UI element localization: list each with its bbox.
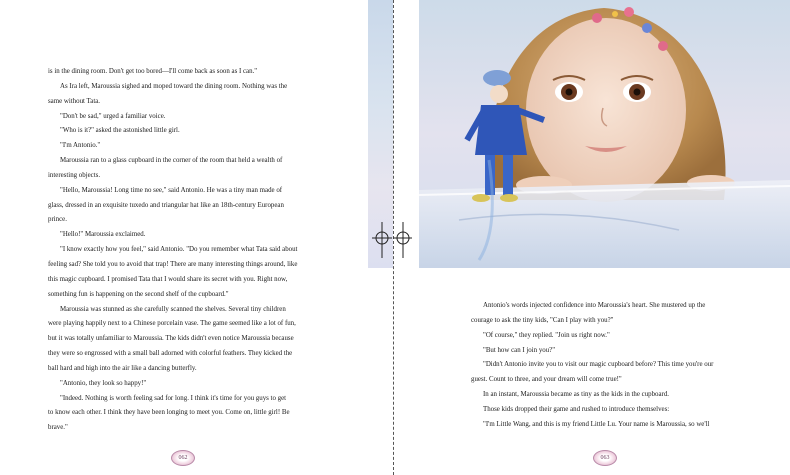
- text-line: "Hello!" Maroussia exclaimed.: [60, 231, 146, 239]
- left-page-text: [48, 69, 320, 440]
- page-number-right: 063: [593, 450, 617, 466]
- illustration-art: [419, 0, 790, 268]
- text-line: they were so engrossed with a small ball adorned with colorful feathers. They kicked the: [48, 350, 293, 358]
- text-line: "Don't be sad," urged a familiar voice.: [60, 112, 166, 120]
- text-line: glass, dressed in an exquisite tuxedo and triangular hat like an 18th-century European: [48, 201, 284, 209]
- text-line: "Antonio, they look so happy!": [60, 379, 147, 387]
- text-line: is in the dining room. Don't get too bored—I'll come back as soon as I can.": [48, 68, 258, 75]
- illustration: [419, 0, 790, 268]
- text-line: "But how can I join you?": [483, 346, 556, 354]
- text-line: "I'm Little Wang, and this is my friend Little Lu. Your name is Maroussia, so we'll: [483, 420, 710, 428]
- right-page-text: [471, 303, 769, 437]
- hair-flower: [592, 13, 602, 23]
- text-line: prince.: [48, 216, 67, 224]
- text-line: "Who is it?" asked the astonished little girl.: [60, 127, 180, 135]
- text-line: feeling sad? She told you to avoid that trap! There are many interesting things around, like: [48, 260, 298, 268]
- text-line: "I'm Antonio.": [60, 142, 101, 150]
- text-line: guest. Count to three, and your dream will come true!": [471, 376, 622, 384]
- text-line: Those kids dropped their game and rushed to introduce themselves:: [483, 405, 670, 413]
- text-line: In an instant, Maroussia became as tiny as the kids in the cupboard.: [483, 391, 670, 399]
- text-line: brave.": [48, 424, 68, 432]
- text-line: "Of course," they replied. "Join us right now.": [483, 331, 610, 339]
- text-line: courage to ask the tiny kids, "Can I play with you?": [471, 316, 614, 324]
- registration-marks: [372, 222, 412, 258]
- text-line: Maroussia was stunned as she carefully scanned the shelves. Several tiny children: [60, 305, 286, 313]
- text-line: same without Tata.: [48, 97, 101, 105]
- text-line: this magic cupboard. I promised Tata that I would share its secret with you. Right now,: [48, 275, 288, 283]
- text-line: but it was totally unfamiliar to Maroussia. The kids didn't even notice Maroussia because: [48, 335, 294, 343]
- text-line: "I know exactly how you feel," said Antonio. "Do you remember what Tata said about: [60, 246, 298, 254]
- left-page: [0, 0, 393, 475]
- text-line: were playing happily next to a Chinese porcelain vase. The game seemed like a lot of fun,: [48, 320, 296, 328]
- text-line: something fun is happening on the second shelf of the cupboard.": [48, 290, 229, 298]
- text-line: Maroussia ran to a glass cupboard in the corner of the room that held a wealth of: [60, 157, 283, 165]
- text-line: "Didn't Antonio invite you to visit our magic cupboard before? This time you're our: [483, 361, 714, 369]
- text-line: As Ira left, Maroussia sighed and moped toward the dining room. Nothing was the: [60, 82, 288, 90]
- page-number-left: 062: [171, 450, 195, 466]
- text-line: "Hello, Maroussia! Long time no see," said Antonio. He was a tiny man made of: [60, 186, 283, 194]
- text-line: interesting objects.: [48, 171, 101, 179]
- text-line: "Indeed. Nothing is worth feeling sad for long. I think it's time for you guys to get: [60, 394, 287, 402]
- text-line: Antonio's words injected confidence into Maroussia's heart. She mustered up the: [483, 302, 706, 309]
- text-line: to know each other. I think they have been longing to meet you. Come on, little girl! Be: [48, 409, 290, 417]
- text-line: ball hard and high into the air like a dancing butterfly.: [48, 364, 197, 372]
